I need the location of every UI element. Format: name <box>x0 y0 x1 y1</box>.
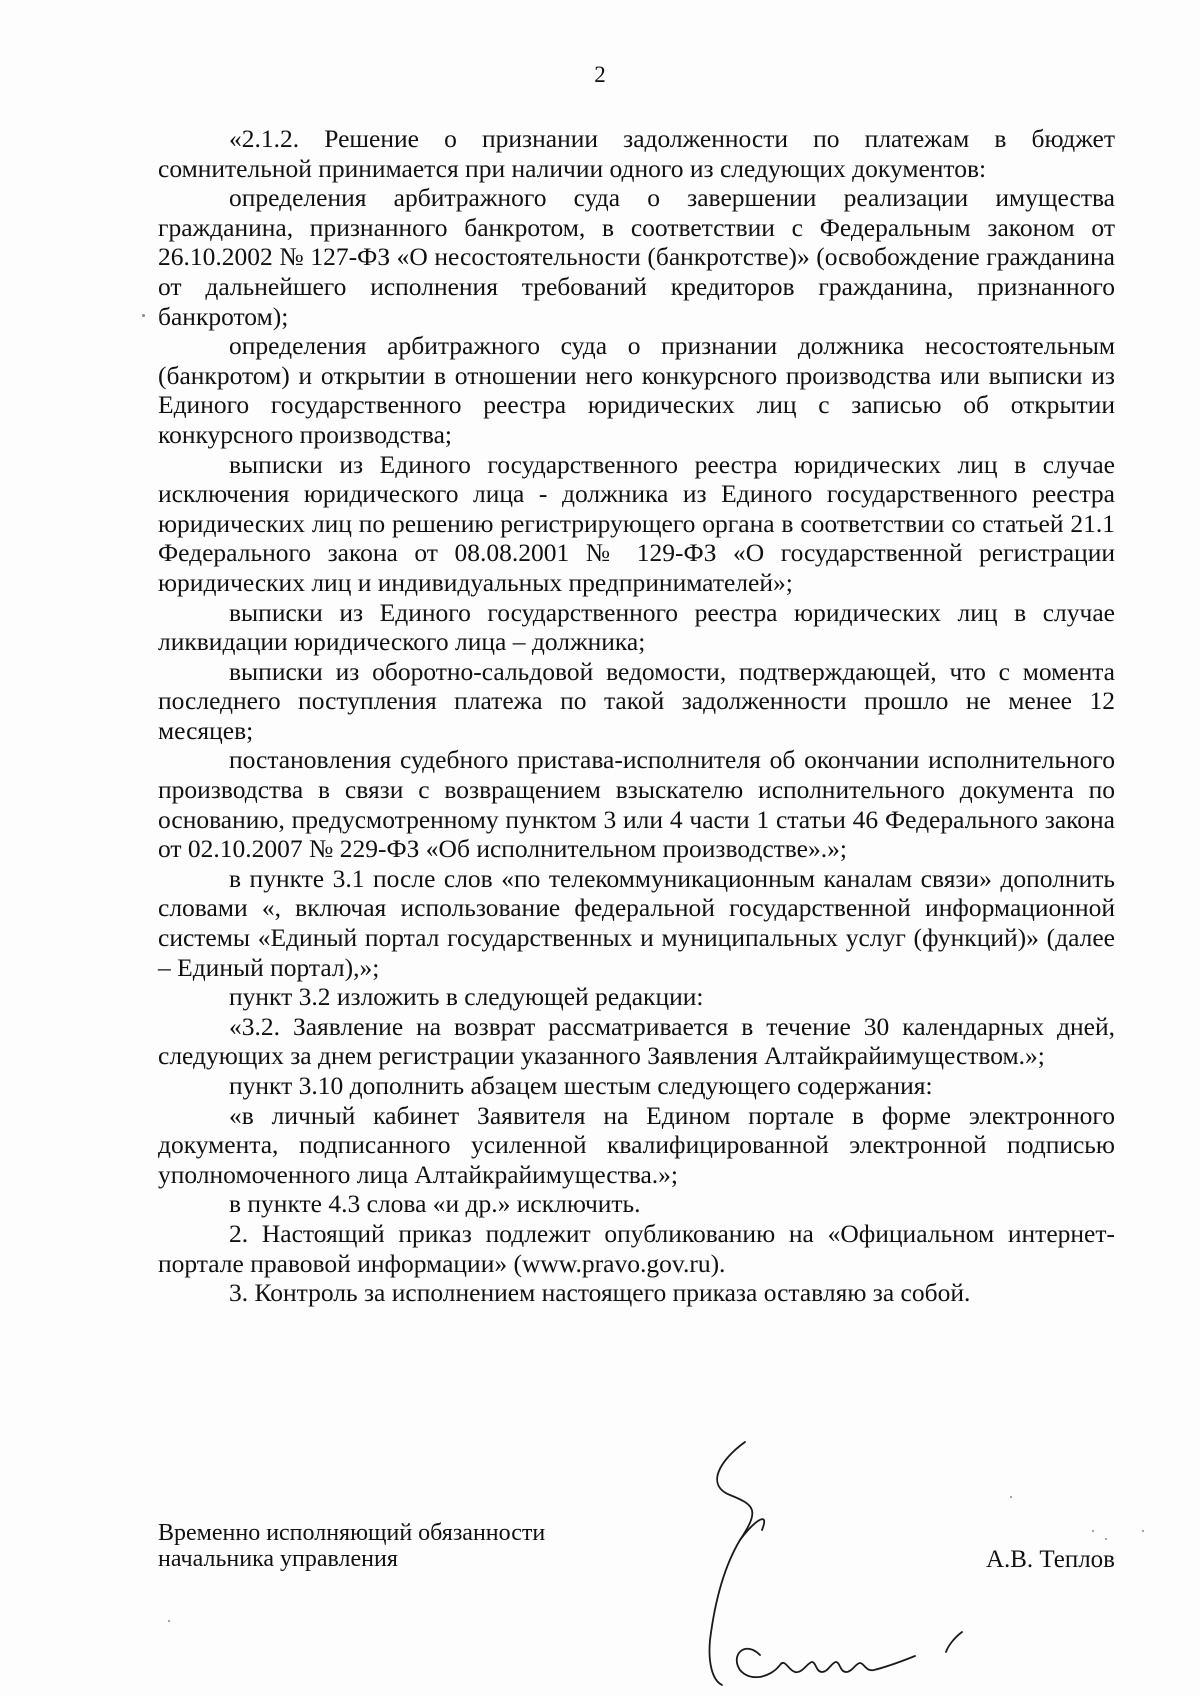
paragraph: пункт 3.2 изложить в следующей редакции: <box>229 982 704 1012</box>
paragraph: выписки из Единого государственного реестра юридических лиц в случае ликвидации юридического лица – должника; <box>158 597 1115 657</box>
signatory-name: А.В. Теплов <box>985 1546 1115 1573</box>
paragraph: 3. Контроль за исполнением настоящего приказа оставляю за собой. <box>229 1278 971 1308</box>
signatory-title <box>158 1520 545 1572</box>
scan-speck <box>1092 1530 1094 1532</box>
paragraph: пункт 3.10 дополнить абзацем шестым следующего содержания: <box>229 1071 933 1100</box>
paragraph: «в личный кабинет Заявителя на Едином портале в форме электронного документа, подписанного усиленной квалифицированной электронной подписью уполномоченного лица Алтайкрайимущества.»; <box>158 1100 1115 1189</box>
paragraph: определения арбитражного суда о завершении реализации имущества гражданина, признанного банкротом, в соответствии с Федеральным законом от 26.10.2002 № 127-ФЗ «О несостоятельности (банкротстве)» (освобождение гражданина от дальнейшего исполнения требований кредиторов гражданина, признанного банкротом); <box>158 183 1115 331</box>
signatory-title-line: начальника управления <box>158 1546 398 1572</box>
signatory-title-line: Временно исполняющий обязанности <box>158 1520 546 1546</box>
paragraph: определения арбитражного суда о признании должника несостоятельным (банкротом) и открытии в отношении него конкурсного производства или выписки из Единого государственного реестра юридических лиц с записью об открытии конкурсного производства; <box>158 331 1115 449</box>
paragraph: выписки из Единого государственного реестра юридических лиц в случае исключения юридического лица - должника из Единого государственного реестра юридических лиц по решению регистрирующего органа в соответствии со статьей 21.1 Федерального закона от 08.08.2001 № 129-ФЗ «О государственной регистрации юридических лиц и индивидуальных предпринимателей»; <box>158 449 1115 597</box>
paragraph: 2. Настоящий приказ подлежит опубликованию на «Официальном интернет-портале правовой информации» (www.pravo.gov.ru). <box>158 1218 1115 1278</box>
paragraph: в пункте 3.1 после слов «по телекоммуникационным каналам связи» дополнить словами «, включая использование федеральной государственной информационной системы «Единый портал государственных и муниципальных услуг (функций)» (далее – Единый портал),»; <box>158 863 1115 982</box>
handwritten-signature-icon <box>700 1400 1040 1690</box>
scan-speck <box>142 314 145 317</box>
scan-speck <box>1105 1538 1107 1540</box>
paragraph: «3.2. Заявление на возврат рассматривается в течение 30 календарных дней, следующих за днем регистрации указанного Заявления Алтайкрайимуществом.»; <box>158 1011 1115 1071</box>
document-body <box>158 124 1115 1308</box>
scan-speck <box>1010 1496 1012 1498</box>
scan-speck <box>1142 1530 1144 1532</box>
paragraph: постановления судебного пристава-исполнителя об окончании исполнительного производства в связи с возвращением взыскателю исполнительного документа по основанию, предусмотренному пунктом 3 или 4 части 1 статьи 46 Федерального закона от 02.10.2007 № 229-ФЗ «Об исполнительном производстве».»; <box>158 745 1115 864</box>
scan-speck <box>168 1620 170 1622</box>
paragraph: выписки из оборотно-сальдовой ведомости, подтверждающей, что с момента последнего поступления платежа по такой задолженности прошло не менее 12 месяцев; <box>158 656 1115 745</box>
paragraph: «2.1.2. Решение о признании задолженности по платежам в бюджет сомнительной принимается при наличии одного из следующих документов: <box>158 124 1115 183</box>
page-number: 2 <box>594 62 606 87</box>
paragraph: в пункте 4.3 слова «и др.» исключить. <box>229 1189 641 1219</box>
